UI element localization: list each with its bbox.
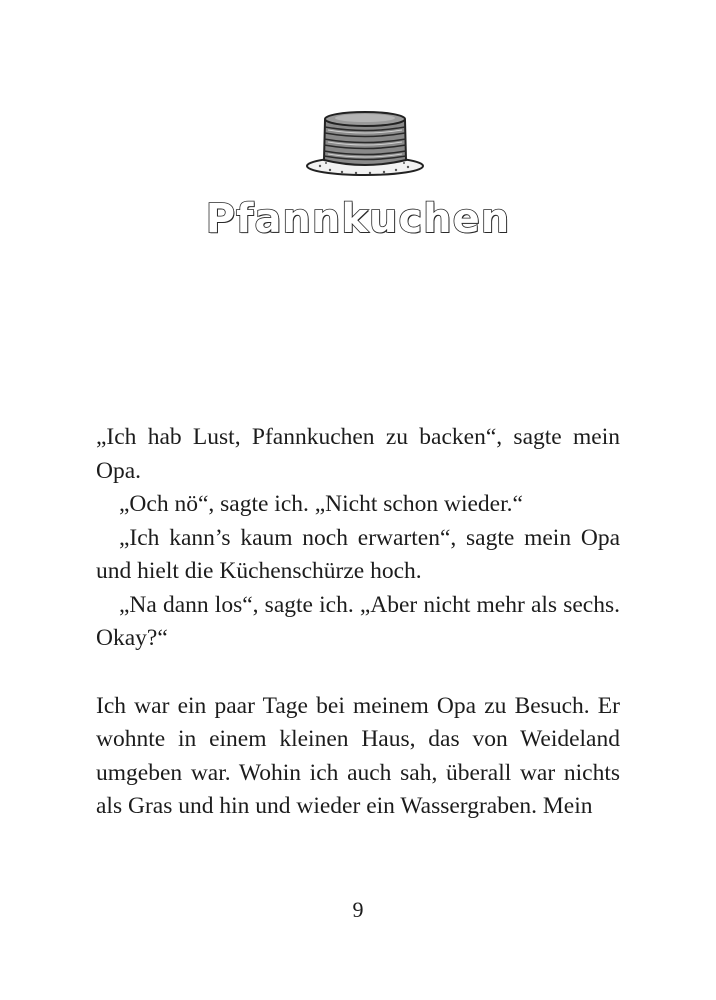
section-break [96, 656, 620, 690]
paragraph: „Och nö“, sagte ich. „Nicht schon wieder.“ [119, 491, 523, 517]
paragraph: „Ich hab Lust, Pfannkuchen zu backen“, sagte mein Opa. [96, 424, 620, 484]
paragraph: Ich war ein paar Tage bei meinem Opa zu Besuch. Er wohnte in einem kleinen Haus, das von Weideland umgeben war. Wohin ich auch sah, überall war nichts als Gras und hin und wieder ein Wassergraben. Mein [96, 692, 620, 819]
chapter-title: Pfannkuchen [205, 196, 511, 242]
paragraph: „Na dann los“, sagte ich. „Aber nicht mehr als sechs. Okay?“ [96, 591, 620, 651]
body-text [96, 421, 620, 824]
pancake-stack-icon [300, 98, 430, 193]
paragraph: „Ich kann’s kaum noch erwarten“, sagte mein Opa und hielt die Küchenschürze hoch. [96, 524, 620, 584]
page-number: 9 [352, 897, 364, 922]
